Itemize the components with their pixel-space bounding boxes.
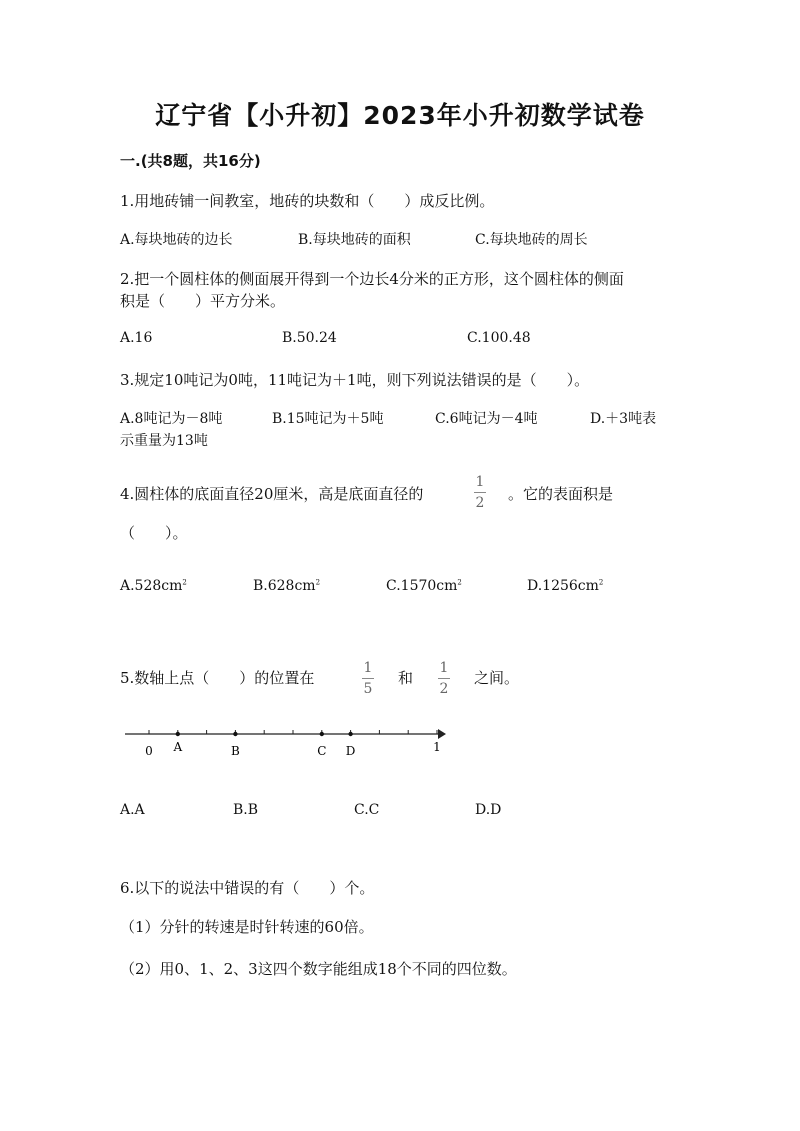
question-6-statement-1: （1）分针的转速是时针转速的60倍。 [120, 918, 374, 936]
number-line-point-label: D [345, 744, 356, 758]
question-5-fraction-2 [438, 661, 450, 696]
fraction-numerator: 1 [363, 660, 373, 676]
number-line-point-label: C [317, 744, 327, 758]
number-line-point [233, 732, 237, 736]
question-5-fraction-1 [362, 661, 374, 696]
unit-superscript: 2 [457, 578, 462, 587]
question-3-option-b: B.15吨记为＋5吨 [272, 411, 384, 427]
section-heading: 一.(共8题，共16分) [120, 152, 261, 170]
question-4-text-before: 4.圆柱体的底面直径20厘米，高是底面直径的 [120, 485, 424, 503]
question-6-text: 6.以下的说法中错误的有（ ）个。 [120, 879, 375, 897]
question-3-option-d: D.＋3吨表 [590, 411, 657, 427]
question-5-and: 和 [398, 669, 414, 687]
number-line-point-label: B [230, 744, 240, 758]
number-line-one-label: 1 [433, 740, 441, 754]
question-2-line-2: 积是（ ）平方分米。 [120, 292, 286, 310]
number-line-point-label: A [173, 740, 183, 754]
question-3-option-c: C.6吨记为－4吨 [435, 411, 538, 427]
question-1-text: 1.用地砖铺一间教室，地砖的块数和（ ）成反比例。 [120, 192, 495, 210]
option-text: A.528cm [120, 578, 183, 594]
fraction-denominator: 2 [475, 495, 485, 511]
question-5-option-d: D.D [475, 802, 502, 818]
question-1-option-b: B.每块地砖的面积 [298, 232, 411, 248]
fraction-numerator: 1 [439, 660, 449, 676]
question-2-option-b: B.50.24 [282, 330, 337, 346]
unit-superscript: 2 [598, 578, 604, 587]
number-line [120, 718, 450, 764]
exam-title: 辽宁省【小升初】2023年小升初数学试卷 [155, 101, 645, 130]
number-line-zero-label: 0 [145, 744, 153, 758]
number-line-points [172, 732, 355, 758]
question-3-option-a: A.8吨记为－8吨 [120, 411, 223, 427]
question-5-text-before: 5.数轴上点（ ）的位置在 [120, 669, 315, 687]
question-5-option-c: C.C [354, 802, 380, 818]
number-line-point [176, 732, 180, 736]
fraction-denominator: 5 [363, 681, 373, 697]
fraction-bar [438, 678, 450, 679]
question-5-option-b: B.B [233, 802, 259, 818]
question-2-option-a: A.16 [120, 330, 153, 346]
question-1-option-a: A.每块地砖的边长 [120, 232, 233, 248]
number-line-point [320, 732, 324, 736]
question-5-text-after: 之间。 [474, 669, 520, 687]
question-2-line-1: 2.把一个圆柱体的侧面展开得到一个边长4分米的正方形，这个圆柱体的侧面 [120, 270, 624, 288]
question-4-option-d [527, 578, 603, 594]
question-5-option-a: A.A [120, 802, 145, 818]
question-4-text-after: 。它的表面积是 [508, 485, 614, 503]
fraction-denominator: 2 [439, 681, 449, 697]
fraction-numerator: 1 [475, 474, 485, 490]
question-4-option-b [253, 578, 320, 594]
question-4-fraction [474, 475, 486, 510]
option-text: B.628cm [253, 578, 316, 594]
question-6-statement-2: （2）用0、1、2、3这四个数字能组成18个不同的四位数。 [120, 960, 517, 978]
unit-superscript: 2 [315, 578, 321, 587]
question-2-option-c: C.100.48 [467, 330, 531, 346]
fraction-bar [474, 492, 486, 493]
question-4-line-2: （ ）。 [120, 524, 188, 542]
option-text: D.1256cm [527, 578, 599, 594]
question-3-option-d-continued: 示重量为13吨 [120, 433, 208, 449]
number-line-arrow [438, 729, 446, 739]
question-1-option-c: C.每块地砖的周长 [475, 232, 588, 248]
fraction-bar [362, 678, 374, 679]
question-4-option-a [120, 578, 187, 594]
unit-superscript: 2 [182, 578, 187, 587]
question-4-option-c [386, 578, 462, 594]
option-text: C.1570cm [386, 578, 458, 594]
question-3-text: 3.规定10吨记为0吨，11吨记为＋1吨，则下列说法错误的是（ ）。 [120, 371, 590, 389]
number-line-point [348, 732, 352, 736]
